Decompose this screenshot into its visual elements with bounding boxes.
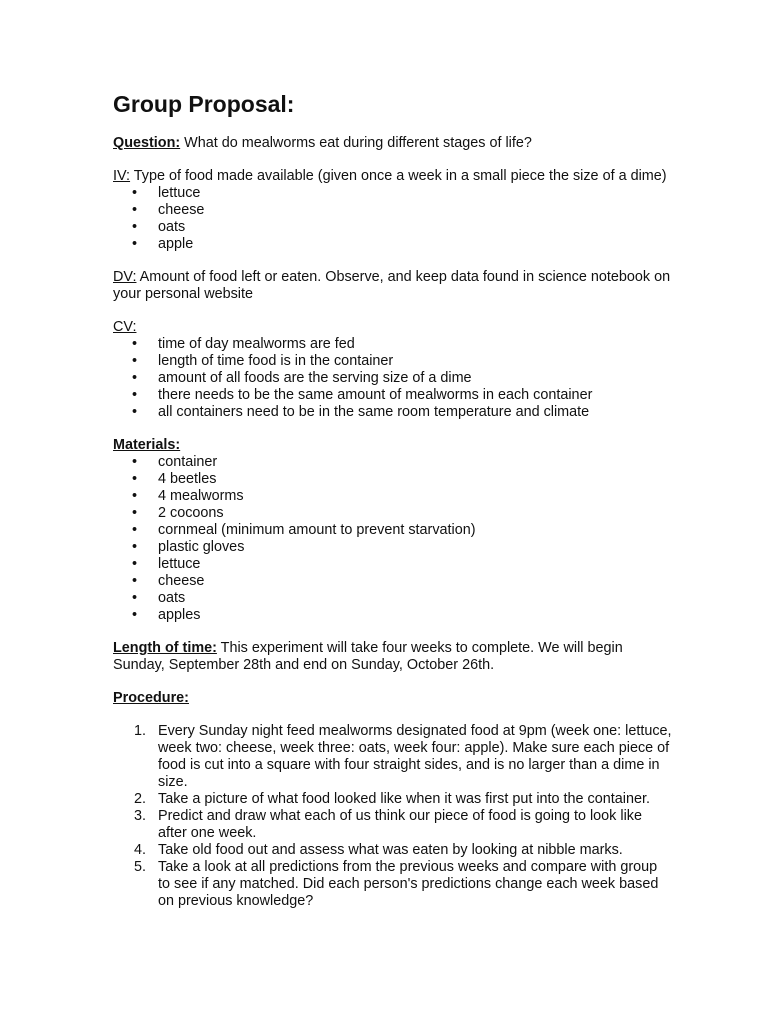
- step-number: 3.: [134, 808, 147, 824]
- procedure-step: [113, 859, 673, 910]
- list-item: • cheese: [113, 202, 673, 219]
- procedure-step: [113, 723, 673, 791]
- procedure-step: [113, 808, 673, 842]
- question-paragraph: [113, 135, 673, 152]
- iv-section: [113, 168, 673, 253]
- dv-label: DV:: [113, 269, 137, 285]
- step-text: Take a picture of what food looked like when it was first put into the container.: [158, 791, 650, 807]
- procedure-paragraph: [113, 690, 673, 707]
- list-item: • cheese: [113, 573, 673, 590]
- list-item: • container: [113, 454, 673, 471]
- list-item: • there needs to be the same amount of mealworms in each container: [113, 387, 673, 404]
- list-item: • 4 beetles: [113, 471, 673, 488]
- iv-paragraph: [113, 168, 673, 185]
- iv-label: IV:: [113, 168, 131, 184]
- document-page: [113, 90, 673, 910]
- list-item: • apple: [113, 236, 673, 253]
- list-item: • oats: [113, 590, 673, 607]
- list-item: • lettuce: [113, 556, 673, 573]
- step-number: 5.: [134, 859, 147, 875]
- materials-label: Materials:: [113, 437, 181, 453]
- cv-label: CV:: [113, 319, 137, 335]
- cv-section: [113, 319, 673, 421]
- step-number: 4.: [134, 842, 147, 858]
- dv-paragraph: [113, 269, 673, 303]
- document-title: Group Proposal:: [113, 91, 295, 117]
- step-number: 1.: [134, 723, 147, 739]
- list-item: • lettuce: [113, 185, 673, 202]
- step-text: Take old food out and assess what was eaten by looking at nibble marks.: [158, 842, 623, 858]
- step-text: Take a look at all predictions from the previous weeks and compare with group to see if any matched. Did each person's predictions change each week based on previous knowledge?: [158, 859, 659, 909]
- procedure-step: [113, 791, 673, 808]
- list-item: • cornmeal (minimum amount to prevent starvation): [113, 522, 673, 539]
- list-item: • time of day mealworms are fed: [113, 336, 673, 353]
- procedure-list: [113, 723, 673, 910]
- procedure-step: [113, 842, 673, 859]
- dv-text: Amount of food left or eaten. Observe, and keep data found in science notebook on your personal website: [113, 269, 671, 302]
- step-text: Every Sunday night feed mealworms designated food at 9pm (week one: lettuce, week two: cheese, week three: oats, week four: apple). Make sure each piece of food is cut into a square with four straight sides, and is no larger than a dime in size.: [158, 723, 672, 790]
- step-text: Predict and draw what each of us think our piece of food is going to look like after one week.: [158, 808, 642, 841]
- materials-section: [113, 437, 673, 624]
- iv-text: Type of food made available (given once a week in a small piece the size of a dime): [130, 168, 667, 184]
- cv-paragraph: [113, 319, 673, 336]
- list-item: • plastic gloves: [113, 539, 673, 556]
- materials-list: [113, 454, 673, 624]
- question-label: Question:: [113, 135, 181, 151]
- step-number: 2.: [134, 791, 147, 807]
- list-item: • 2 cocoons: [113, 505, 673, 522]
- length-of-time-paragraph: [113, 640, 673, 674]
- list-item: • apples: [113, 607, 673, 624]
- list-item: • oats: [113, 219, 673, 236]
- iv-list: [113, 185, 673, 253]
- question-text: What do mealworms eat during different stages of life?: [180, 135, 532, 151]
- materials-paragraph: [113, 437, 673, 454]
- list-item: • amount of all foods are the serving size of a dime: [113, 370, 673, 387]
- length-of-time-label: Length of time:: [113, 640, 217, 656]
- list-item: • all containers need to be in the same room temperature and climate: [113, 404, 673, 421]
- list-item: • 4 mealworms: [113, 488, 673, 505]
- list-item: • length of time food is in the container: [113, 353, 673, 370]
- length-of-time-text: This experiment will take four weeks to complete. We will begin Sunday, September 28th and end on Sunday, October 26th.: [113, 640, 623, 673]
- procedure-label: Procedure:: [113, 690, 189, 706]
- cv-list: [113, 336, 673, 421]
